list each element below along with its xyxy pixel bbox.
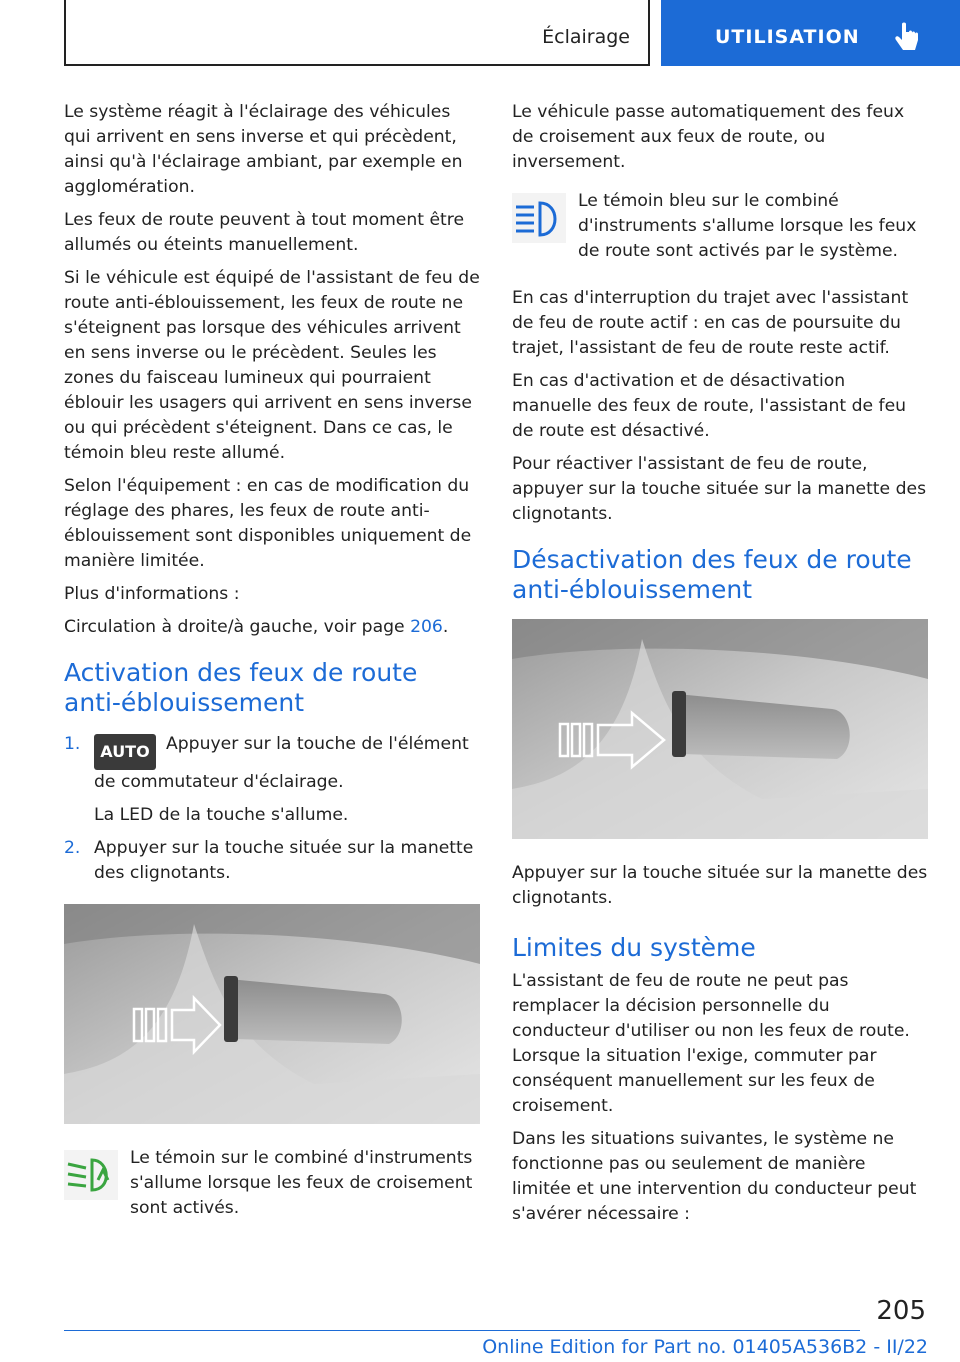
step-number: 2. — [64, 838, 81, 858]
header-chapter-tab[interactable] — [661, 0, 960, 66]
pointing-hand-icon — [893, 22, 921, 54]
paragraph: Le véhicule passe automatiquement des feux de croisement aux feux de route, ou inversement. — [512, 102, 905, 172]
section-heading-deactivation: Désactivation des feux de route anti-éblouissement — [512, 545, 912, 604]
edition-info: Online Edition for Part no. 01405A536B2 - II/22 — [482, 1336, 928, 1358]
cross-reference: Circulation à droite/à gauche, voir page 206. — [64, 617, 449, 637]
section-title: Éclairage — [542, 26, 630, 48]
chapter-title: UTILISATION — [715, 26, 860, 48]
paragraph: Plus d'informations : — [64, 584, 240, 604]
paragraph: Selon l'équipement : en cas de modification du réglage des phares, les feux de route anti-éblouissement sont disponibles uniquement de manière limitée. — [64, 476, 472, 571]
footer-divider — [64, 1330, 860, 1331]
step-1-result — [64, 803, 480, 828]
section-heading-activation: Activation des feux de route anti-éblouissement — [64, 658, 418, 717]
step-1 — [64, 732, 480, 795]
section-heading-limits: Limites du système — [512, 933, 756, 962]
step-text: Appuyer sur la touche située sur la manette des clignotants. — [94, 838, 474, 883]
paragraph: L'assistant de feu de route ne peut pas remplacer la décision personnelle du conducteur d'utiliser ou non les feux de route. Lorsque la situation l'exige, commuter par conséquent manuellement sur les feux de croisement. — [512, 971, 910, 1116]
auto-button-icon: AUTO — [94, 734, 156, 770]
step-2 — [64, 836, 480, 886]
low-beam-indicator-row — [64, 1146, 480, 1229]
high-beam-indicator-icon — [512, 193, 566, 243]
paragraph: Dans les situations suivantes, le système ne fonctionne pas ou seulement de manière limitée et une intervention du conducteur peut s'avérer nécessaire : — [512, 1129, 917, 1224]
header-section-box — [64, 0, 650, 66]
lever-illustration — [64, 904, 480, 1124]
low-beam-indicator-icon — [64, 1150, 118, 1200]
paragraph: En cas d'activation et de désactivation manuelle des feux de route, l'assistant de feu de route est désactivé. — [512, 371, 907, 441]
paragraph: Les feux de route peuvent à tout moment être allumés ou éteints manuellement. — [64, 210, 465, 255]
paragraph: Le système réagit à l'éclairage des véhicules qui arrivent en sens inverse et qui précèdent, ainsi qu'à l'éclairage ambiant, par exemple en agglomération. — [64, 102, 463, 197]
page-link[interactable]: 206 — [410, 617, 443, 637]
step-number: 1. — [64, 734, 81, 754]
indicator-description: Le témoin bleu sur le combiné d'instruments s'allume lorsque les feux de route sont activés par le système. — [578, 191, 917, 261]
step-text: Appuyer sur la touche de l'élément de commutateur d'éclairage. — [94, 734, 469, 792]
paragraph: Si le véhicule est équipé de l'assistant de feu de route anti-éblouissement, les feux de route ne s'éteignent pas lorsque des véhicules arrivent en sens inverse ou le précèdent. Seules les zones du faisceau lumineux qui pourraient éblouir les usagers qui arrivent en sens inverse ou qui précèdent s'éteignent. Dans ce cas, le témoin bleu reste allumé. — [64, 268, 480, 463]
paragraph: Pour réactiver l'assistant de feu de route, appuyer sur la touche située sur la manette des clignotants. — [512, 454, 927, 524]
turn-signal-lever-photo — [512, 619, 928, 839]
indicator-description: Le témoin sur le combiné d'instruments s'allume lorsque les feux de croisement sont activés. — [130, 1148, 473, 1218]
page-number: 205 — [876, 1296, 926, 1326]
paragraph: En cas d'interruption du trajet avec l'assistant de feu de route actif : en cas de poursuite du trajet, l'assistant de feu de route reste actif. — [512, 288, 909, 358]
left-column — [64, 100, 480, 1243]
high-beam-indicator-row — [512, 189, 928, 272]
paragraph: Appuyer sur la touche située sur la manette des clignotants. — [512, 863, 928, 908]
lever-illustration — [512, 619, 928, 839]
turn-signal-lever-photo — [64, 904, 480, 1124]
step-text: La LED de la touche s'allume. — [94, 805, 349, 825]
right-column — [512, 100, 928, 1235]
